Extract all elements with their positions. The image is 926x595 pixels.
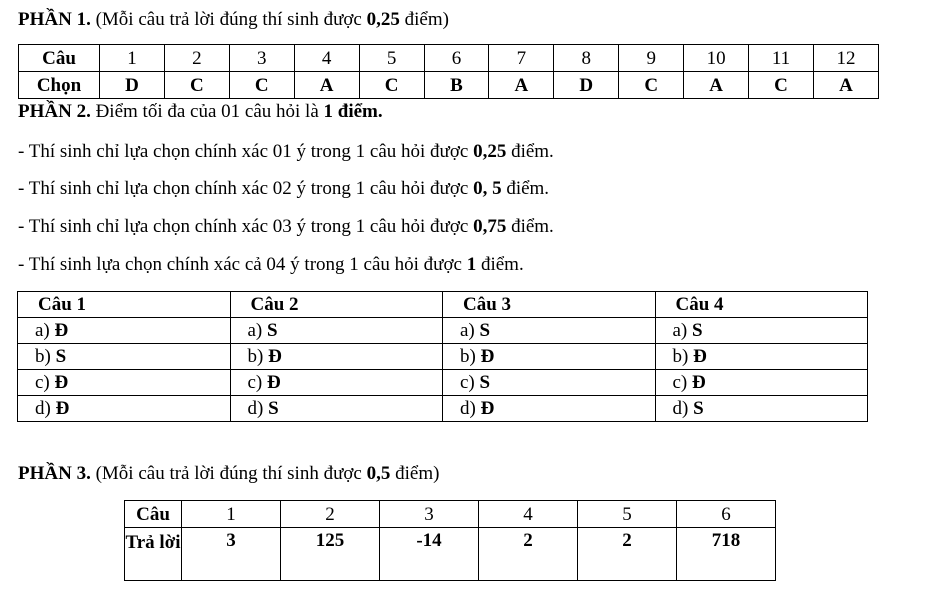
rule-text: - Thí sinh chỉ lựa chọn chính xác 01 ý trong 1 câu hỏi được bbox=[18, 141, 474, 162]
item-value: Đ bbox=[480, 346, 495, 367]
item-value: S bbox=[479, 372, 491, 393]
part1-heading-suffix: điểm) bbox=[399, 9, 449, 30]
part1-answer-row bbox=[19, 72, 879, 99]
item-label: a) bbox=[247, 320, 263, 341]
part1-answer-1: D bbox=[100, 72, 165, 99]
rule-points: 0,25 bbox=[473, 141, 507, 162]
item-value: Đ bbox=[54, 372, 69, 393]
part1-answer-table bbox=[18, 44, 879, 99]
part3-question-2: 2 bbox=[281, 501, 380, 528]
part1-answer-2: C bbox=[164, 72, 229, 99]
part2-row-c bbox=[18, 370, 868, 396]
part1-answer-6: B bbox=[424, 72, 489, 99]
part3-question-label: Câu bbox=[125, 501, 182, 528]
part3-question-3: 3 bbox=[380, 501, 479, 528]
part3-answer-5: 2 bbox=[578, 528, 677, 581]
item-label: c) bbox=[247, 372, 263, 393]
part3-answer-1: 3 bbox=[182, 528, 281, 581]
rule-suffix: điểm. bbox=[476, 254, 524, 275]
item-value: S bbox=[268, 398, 279, 419]
part3-answer-label: Trả lời bbox=[125, 528, 182, 581]
part3-heading-points: 0,5 bbox=[366, 463, 391, 484]
part3-question-6: 6 bbox=[677, 501, 776, 528]
rule-points: 1 bbox=[466, 254, 477, 275]
item-label: b) bbox=[247, 346, 264, 367]
part2-cell bbox=[443, 370, 656, 396]
part1-question-2: 2 bbox=[164, 45, 229, 72]
part1-answer-4: A bbox=[294, 72, 359, 99]
item-label: b) bbox=[35, 346, 51, 367]
part1-question-9: 9 bbox=[619, 45, 684, 72]
item-value: Đ bbox=[693, 346, 707, 367]
part3-question-row bbox=[125, 501, 776, 528]
part1-heading-points: 0,25 bbox=[366, 9, 400, 30]
rule-suffix: điểm. bbox=[506, 141, 554, 162]
item-label: d) bbox=[35, 398, 51, 419]
item-label: c) bbox=[460, 372, 475, 393]
part2-question-4-title: Câu 4 bbox=[655, 292, 868, 318]
part1-answer-3: C bbox=[229, 72, 294, 99]
part2-heading-label: PHẦN 2. bbox=[18, 101, 91, 122]
part2-cell bbox=[230, 396, 443, 422]
part3-heading bbox=[18, 463, 439, 485]
rule-points: 0,75 bbox=[473, 216, 507, 237]
item-value: Đ bbox=[480, 398, 495, 419]
part1-answer-8: D bbox=[554, 72, 619, 99]
part2-answer-table bbox=[17, 291, 868, 422]
item-label: b) bbox=[672, 346, 689, 367]
item-label: a) bbox=[672, 320, 688, 341]
part1-question-row bbox=[19, 45, 879, 72]
item-label: c) bbox=[35, 372, 50, 393]
part3-answer-4: 2 bbox=[479, 528, 578, 581]
part1-heading-text: (Mỗi câu trả lời đúng thí sinh được bbox=[90, 9, 367, 30]
rule-text: - Thí sinh chỉ lựa chọn chính xác 02 ý trong 1 câu hỏi được bbox=[18, 178, 474, 199]
part2-cell bbox=[655, 344, 868, 370]
item-value: Đ bbox=[267, 372, 281, 393]
item-label: a) bbox=[35, 320, 50, 341]
part1-answer-12: A bbox=[813, 72, 878, 99]
part2-row-b bbox=[18, 344, 868, 370]
part3-answer-row bbox=[125, 528, 776, 581]
part1-question-4: 4 bbox=[294, 45, 359, 72]
item-label: a) bbox=[460, 320, 475, 341]
item-value: S bbox=[55, 346, 67, 367]
part1-answer-10: A bbox=[684, 72, 749, 99]
part2-cell bbox=[18, 318, 231, 344]
item-value: Đ bbox=[268, 346, 282, 367]
part2-cell bbox=[443, 396, 656, 422]
item-value: Đ bbox=[55, 398, 70, 419]
part2-heading bbox=[18, 101, 383, 123]
part2-rule-2 bbox=[18, 178, 549, 200]
part1-choice-label: Chọn bbox=[19, 72, 100, 99]
part3-heading-suffix: điểm) bbox=[390, 463, 440, 484]
part2-cell bbox=[655, 396, 868, 422]
part3-answer-2: 125 bbox=[281, 528, 380, 581]
item-label: c) bbox=[672, 372, 688, 393]
part1-question-12: 12 bbox=[813, 45, 878, 72]
part2-cell bbox=[230, 318, 443, 344]
part3-answer-3: -14 bbox=[380, 528, 479, 581]
item-value: Đ bbox=[54, 320, 69, 341]
part2-rule-3 bbox=[18, 216, 554, 238]
part2-question-1-title: Câu 1 bbox=[18, 292, 231, 318]
part1-question-11: 11 bbox=[749, 45, 814, 72]
part2-heading-points: 1 điểm. bbox=[323, 101, 383, 122]
item-value: Đ bbox=[692, 372, 706, 393]
part2-row-a bbox=[18, 318, 868, 344]
part2-cell bbox=[18, 370, 231, 396]
part2-cell bbox=[18, 344, 231, 370]
part1-answer-11: C bbox=[749, 72, 814, 99]
part1-question-1: 1 bbox=[100, 45, 165, 72]
part1-question-8: 8 bbox=[554, 45, 619, 72]
part2-rule-4 bbox=[18, 254, 524, 276]
part1-question-6: 6 bbox=[424, 45, 489, 72]
part3-answer-table bbox=[124, 500, 776, 581]
part1-question-10: 10 bbox=[684, 45, 749, 72]
part2-cell bbox=[655, 318, 868, 344]
part2-cell bbox=[443, 318, 656, 344]
part2-question-2-title: Câu 2 bbox=[230, 292, 443, 318]
part1-question-7: 7 bbox=[489, 45, 554, 72]
part2-cell bbox=[18, 396, 231, 422]
rule-suffix: điểm. bbox=[506, 216, 554, 237]
part1-answer-7: A bbox=[489, 72, 554, 99]
part2-cell bbox=[655, 370, 868, 396]
part2-heading-text: Điểm tối đa của 01 câu hỏi là bbox=[90, 101, 324, 122]
item-label: b) bbox=[460, 346, 476, 367]
part2-cell bbox=[443, 344, 656, 370]
part2-header-row bbox=[18, 292, 868, 318]
rule-text: - Thí sinh chỉ lựa chọn chính xác 03 ý trong 1 câu hỏi được bbox=[18, 216, 474, 237]
part1-heading-label: PHẦN 1. bbox=[18, 9, 91, 30]
part1-question-3: 3 bbox=[229, 45, 294, 72]
part3-question-1: 1 bbox=[182, 501, 281, 528]
part2-cell bbox=[230, 370, 443, 396]
item-label: d) bbox=[672, 398, 689, 419]
item-value: S bbox=[693, 398, 704, 419]
item-value: S bbox=[692, 320, 703, 341]
part3-question-5: 5 bbox=[578, 501, 677, 528]
part2-question-3-title: Câu 3 bbox=[443, 292, 656, 318]
part3-answer-6: 718 bbox=[677, 528, 776, 581]
part3-question-4: 4 bbox=[479, 501, 578, 528]
item-label: d) bbox=[247, 398, 264, 419]
part2-rule-1 bbox=[18, 141, 554, 163]
part1-heading bbox=[18, 9, 449, 31]
part3-heading-text: (Mỗi câu trả lời đúng thí sinh được bbox=[90, 463, 367, 484]
rule-points: 0, 5 bbox=[473, 178, 502, 199]
part1-answer-9: C bbox=[619, 72, 684, 99]
rule-suffix: điểm. bbox=[501, 178, 550, 199]
rule-text: - Thí sinh lựa chọn chính xác cả 04 ý trong 1 câu hỏi được bbox=[18, 254, 467, 275]
part1-answer-5: C bbox=[359, 72, 424, 99]
part1-question-label: Câu bbox=[19, 45, 100, 72]
item-value: S bbox=[267, 320, 278, 341]
part2-cell bbox=[230, 344, 443, 370]
item-label: d) bbox=[460, 398, 476, 419]
part2-row-d bbox=[18, 396, 868, 422]
part3-heading-label: PHẦN 3. bbox=[18, 463, 91, 484]
item-value: S bbox=[479, 320, 491, 341]
part1-question-5: 5 bbox=[359, 45, 424, 72]
